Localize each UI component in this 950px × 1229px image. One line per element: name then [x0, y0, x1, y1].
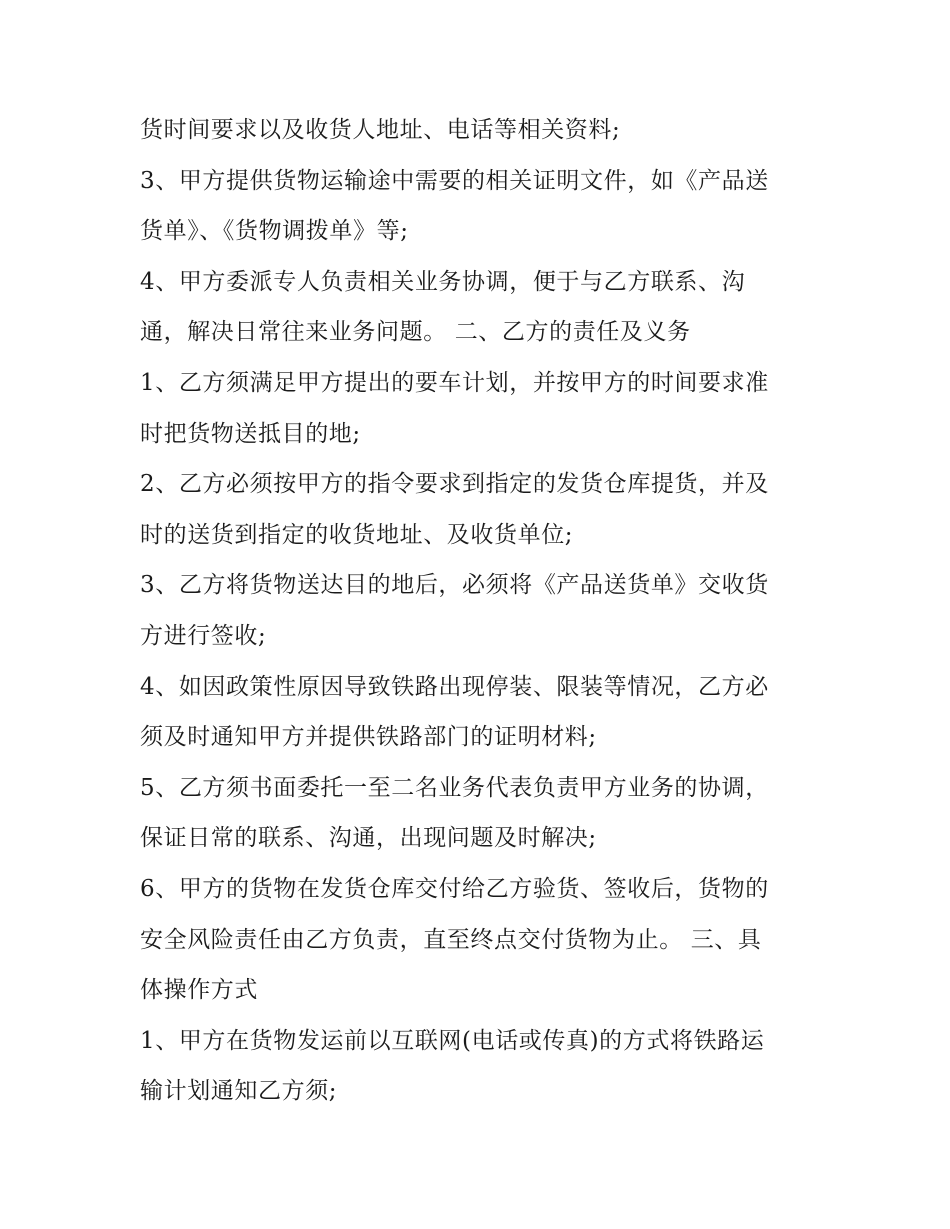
text-line: 4、甲方委派专人负责相关业务协调，便于与乙方联系、沟: [140, 268, 746, 295]
text-line: 时把货物送抵目的地;: [140, 420, 361, 447]
text-line: 安全风险责任由乙方负责，直至终点交付货物为止。 三、具: [140, 926, 762, 953]
text-line: 方进行签收;: [140, 622, 267, 649]
text-line: 2、乙方必须按甲方的指令要求到指定的发货仓库提货，并及: [140, 471, 769, 498]
document-body: [140, 105, 810, 1117]
text-line: 保证日常的联系、沟通，出现问题及时解决;: [140, 825, 597, 852]
text-line: 货单》、《货物调拨单》等;: [140, 218, 409, 245]
text-line: 1、乙方须满足甲方提出的要车计划，并按甲方的时间要求准: [140, 369, 769, 396]
text-line: 时的送货到指定的收货地址、及收货单位;: [140, 521, 574, 548]
text-line: 输计划通知乙方须;: [140, 1078, 338, 1105]
text-line: 货时间要求以及收货人地址、电话等相关资料;: [140, 117, 621, 143]
text-line: 5、乙方须书面委托一至二名业务代表负责甲方业务的协调，: [140, 774, 769, 801]
text-line: 通，解决日常往来业务问题。 二、乙方的责任及义务: [140, 319, 691, 346]
text-line: 体操作方式: [140, 977, 258, 1004]
text-line: 须及时通知甲方并提供铁路部门的证明材料;: [140, 724, 597, 751]
text-line: 6、甲方的货物在发货仓库交付给乙方验货、签收后，货物的: [140, 875, 769, 902]
text-line: 4、如因政策性原因导致铁路出现停装、限装等情况，乙方必: [140, 673, 769, 700]
text-line: 3、甲方提供货物运输途中需要的相关证明文件，如《产品送: [140, 167, 769, 194]
text-line: 1、甲方在货物发运前以互联网(电话或传真)的方式将铁路运: [140, 1027, 765, 1054]
text-line: 3、乙方将货物送达目的地后，必须将《产品送货单》交收货: [140, 572, 769, 599]
